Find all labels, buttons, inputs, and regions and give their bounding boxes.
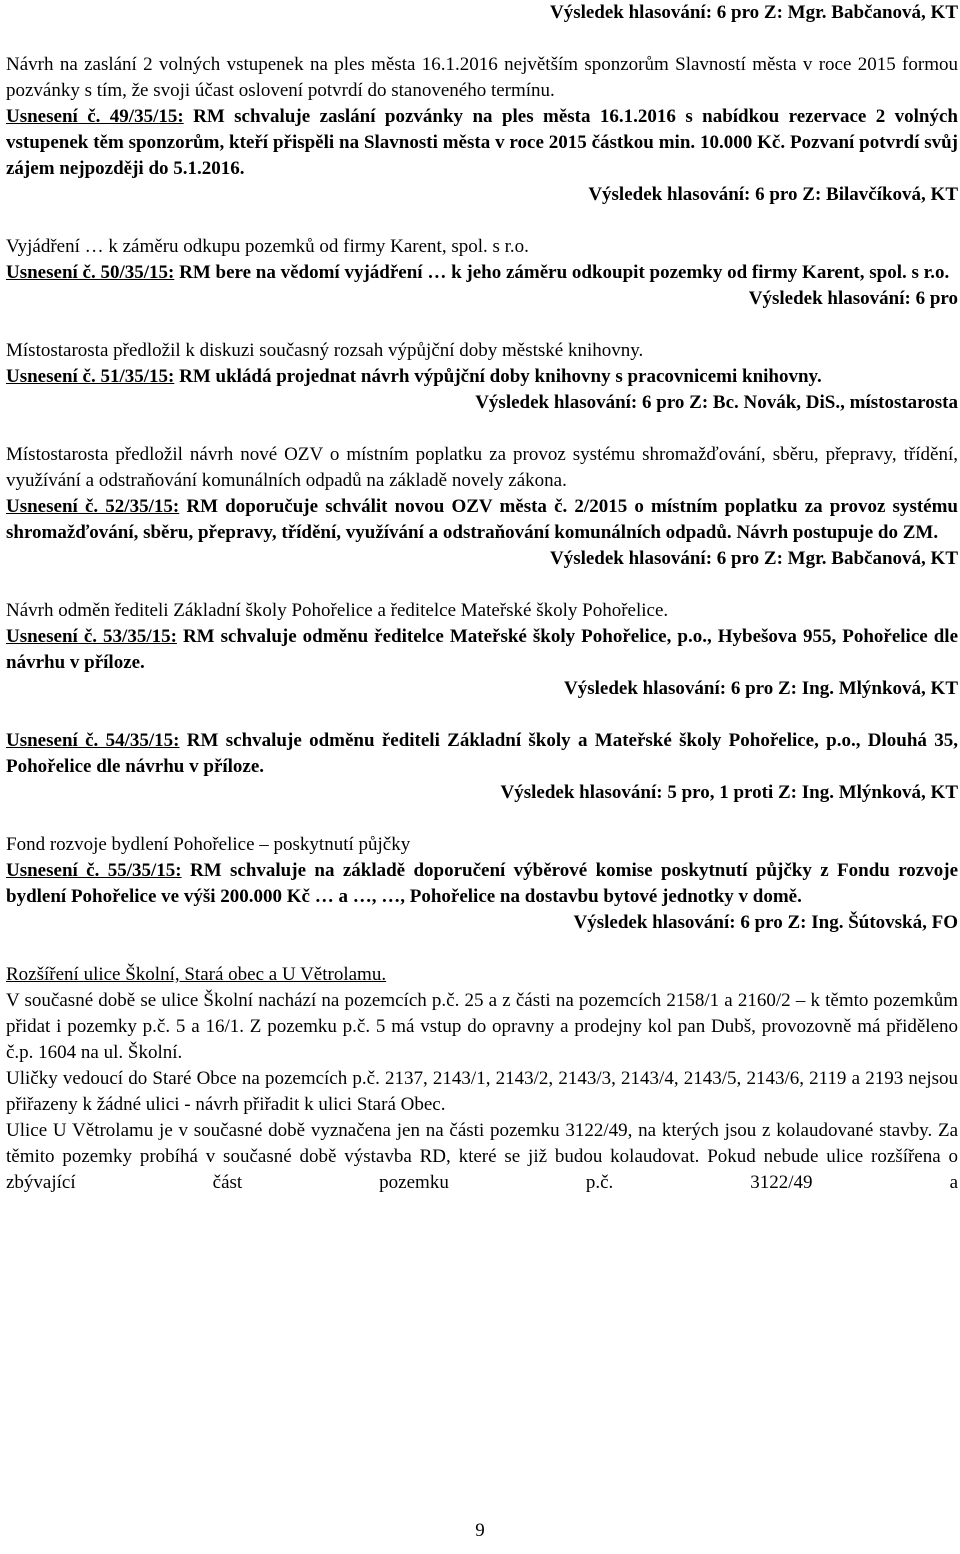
- agenda-intro: Návrh na zaslání 2 volných vstupenek na ples města 16.1.2016 největším sponzorům Slavností města v roce 2015 formou pozvánky s tím, že svoji účast oslovení potvrdí do stanoveného termínu.: [6, 54, 958, 101]
- spacer: [6, 806, 958, 832]
- resolution-block-55: [6, 832, 958, 936]
- resolution-label: Usnesení č. 49/35/15:: [6, 106, 184, 127]
- vote-result: Výsledek hlasování: 6 pro: [748, 288, 958, 309]
- resolution-body: RM bere na vědomí vyjádření … k jeho záměru odkoupit pozemky od firmy Karent, spol. s r.o.: [174, 262, 950, 283]
- resolution-label: Usnesení č. 53/35/15:: [6, 626, 177, 647]
- resolution-text: [6, 624, 958, 676]
- resolution-text: [6, 494, 958, 546]
- spacer: [6, 26, 958, 52]
- resolution-label: Usnesení č. 54/35/15:: [6, 730, 180, 751]
- agenda-intro: Vyjádření … k záměru odkupu pozemků od firmy Karent, spol. s r.o.: [6, 236, 529, 257]
- resolution-body: RM schvaluje na základě doporučení výběrové komise poskytnutí půjčky z Fondu rozvoje bydlení Pohořelice ve výši 200.000 Kč … a …, …, Pohořelice na dostavbu bytové jednotky v domě.: [6, 860, 959, 907]
- resolution-label: Usnesení č. 52/35/15:: [6, 496, 180, 517]
- resolution-body: RM schvaluje odměnu ředitelce Mateřské školy Pohořelice, p.o., Hybešova 955, Pohořelice dle návrhu v příloze.: [6, 626, 958, 673]
- resolution-body: RM schvaluje odměnu řediteli Základní školy a Mateřské školy Pohořelice, p.o., Dlouhá 35, Pohořelice dle návrhu v příloze.: [6, 730, 958, 777]
- resolution-body: RM schvaluje zaslání pozvánky na ples města 16.1.2016 s nabídkou rezervace 2 volných vstupenek těm sponzorům, kteří přispěli na Slavnosti města v roce 2015 částkou min. 10.000 Kč. Pozvaní potvrdí svůj zájem nejpozději do 5.1.2016.: [6, 106, 958, 179]
- agenda-intro: Fond rozvoje bydlení Pohořelice – poskytnutí půjčky: [6, 834, 411, 855]
- vote-result: Výsledek hlasování: 6 pro Z: Ing. Mlýnková, KT: [564, 678, 958, 699]
- spacer: [6, 572, 958, 598]
- vote-result: Výsledek hlasování: 6 pro Z: Mgr. Babčanová, KT: [549, 548, 958, 569]
- resolution-block-53: [6, 598, 958, 702]
- agenda-intro: Místostarosta předložil k diskuzi současný rozsah výpůjční doby městské knihovny.: [6, 340, 644, 361]
- spacer: [6, 702, 958, 728]
- vote-result: Výsledek hlasování: 6 pro Z: Mgr. Babčanová, KT: [549, 2, 958, 23]
- resolution-label: Usnesení č. 50/35/15:: [6, 262, 175, 283]
- resolution-block-54: [6, 728, 958, 806]
- section-heading: Rozšíření ulice Školní, Stará obec a U Větrolamu.: [6, 964, 387, 985]
- vote-result: Výsledek hlasování: 5 pro, 1 proti Z: Ing. Mlýnková, KT: [500, 782, 958, 803]
- resolution-block-49: [6, 52, 958, 208]
- resolution-text: [6, 364, 958, 390]
- agenda-intro: Návrh odměn řediteli Základní školy Pohořelice a ředitelce Mateřské školy Pohořelice.: [6, 600, 669, 621]
- paragraph: Uličky vedoucí do Staré Obce na pozemcích p.č. 2137, 2143/1, 2143/2, 2143/3, 2143/4, 2143/5, 2143/6, 2119 a 2193 nejsou přiřazeny k žádné ulici - návrh přiřadit k ulici Stará Obec.: [6, 1068, 958, 1115]
- resolution-block-50: [6, 234, 958, 312]
- vote-result: Výsledek hlasování: 6 pro Z: Bilavčíková, KT: [588, 184, 958, 205]
- resolution-text: [6, 104, 958, 182]
- vote-result: Výsledek hlasování: 6 pro Z: Bc. Novák, DiS., místostarosta: [475, 392, 958, 413]
- resolution-body: RM doporučuje schválit novou OZV města č. 2/2015 o místním poplatku za provoz systému shromažďování, sběru, přepravy, třídění, využívání a odstraňování komunálních odpadů. Návrh postupuje do ZM.: [6, 496, 959, 543]
- resolution-block-51: [6, 338, 958, 416]
- resolution-text: [6, 858, 958, 910]
- resolution-body: RM ukládá projednat návrh výpůjční doby knihovny s pracovnicemi knihovny.: [174, 366, 822, 387]
- document-page: [6, 0, 958, 1196]
- spacer: [6, 312, 958, 338]
- paragraph: Ulice U Větrolamu je v současné době vyznačena jen na části pozemku 3122/49, na kterých jsou z kolaudované stavby. Za těmito pozemky probíhá v současné době výstavba RD, které se již budou kolaudovat. Pokud nebude ulice rozšířena o zbývající část pozemku p.č. 3122/49 a: [6, 1120, 958, 1193]
- page-number: 9: [475, 1520, 485, 1541]
- spacer: [6, 936, 958, 962]
- street-extension-block: [6, 962, 958, 1196]
- resolution-label: Usnesení č. 55/35/15:: [6, 860, 182, 881]
- resolution-text: [6, 728, 958, 780]
- resolution-label: Usnesení č. 51/35/15:: [6, 366, 175, 387]
- resolution-text: [6, 260, 958, 286]
- agenda-intro: Místostarosta předložil návrh nové OZV o místním poplatku za provoz systému shromažďování, sběru, přepravy, třídění, využívání a odstraňování komunálních odpadů na základě novely zákona.: [6, 444, 958, 491]
- spacer: [6, 416, 958, 442]
- spacer: [6, 208, 958, 234]
- vote-result: Výsledek hlasování: 6 pro Z: Ing. Šútovská, FO: [573, 912, 958, 933]
- paragraph: V současné době se ulice Školní nachází na pozemcích p.č. 25 a z části na pozemcích 2158/1 a 2160/2 – k těmto pozemkům přidat i pozemky p.č. 5 a 16/1. Z pozemku p.č. 5 má vstup do opravny a prodejny kol pan Dubš, provozovně má přiděleno č.p. 1604 na ul. Školní.: [6, 990, 958, 1063]
- resolution-block-52: [6, 442, 958, 572]
